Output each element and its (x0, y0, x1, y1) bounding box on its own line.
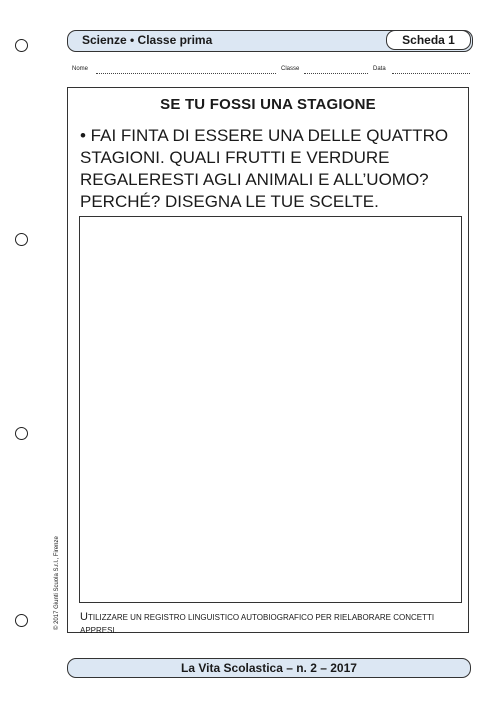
binder-hole-lower (15, 427, 28, 440)
instruction-line: STAGIONI. QUALI FRUTTI E VERDURE (80, 148, 390, 167)
date-label: Data (373, 66, 386, 72)
activity-instruction (80, 125, 470, 213)
sheet-number-tab: Scheda 1 (386, 30, 471, 50)
name-field[interactable] (96, 73, 276, 74)
instruction-line: REGALERESTI AGLI ANIMALI E ALL’UOMO? (80, 170, 429, 189)
drawing-area[interactable] (79, 216, 462, 603)
date-field[interactable] (392, 73, 470, 74)
binder-hole-upper (15, 233, 28, 246)
objective-initial: U (80, 611, 88, 623)
footer-publication: La Vita Scolastica – n. 2 – 2017 (67, 658, 471, 678)
copyright-notice: © 2017 Giunti Scuola S.r.l., Firenze (54, 536, 60, 630)
binder-hole-top (15, 39, 28, 52)
activity-title: SE TU FOSSI UNA STAGIONE (160, 96, 376, 113)
student-info-fields (72, 66, 470, 78)
learning-objective (80, 611, 460, 637)
class-label: Classe (281, 66, 300, 72)
instruction-line: • FAI FINTA DI ESSERE UNA DELLE QUATTRO (80, 126, 449, 145)
class-field[interactable] (304, 73, 368, 74)
objective-text: TILIZZARE UN REGISTRO LINGUISTICO AUTOBIOGRAFICO PER RIELABORARE CONCETTI APPRESI. (80, 613, 435, 635)
header-subject: Scienze • Classe prima (82, 33, 213, 47)
instruction-line: PERCHÉ? DISEGNA LE TUE SCELTE. (80, 192, 379, 211)
name-label: Nome (72, 66, 89, 72)
binder-hole-bottom (15, 614, 28, 627)
